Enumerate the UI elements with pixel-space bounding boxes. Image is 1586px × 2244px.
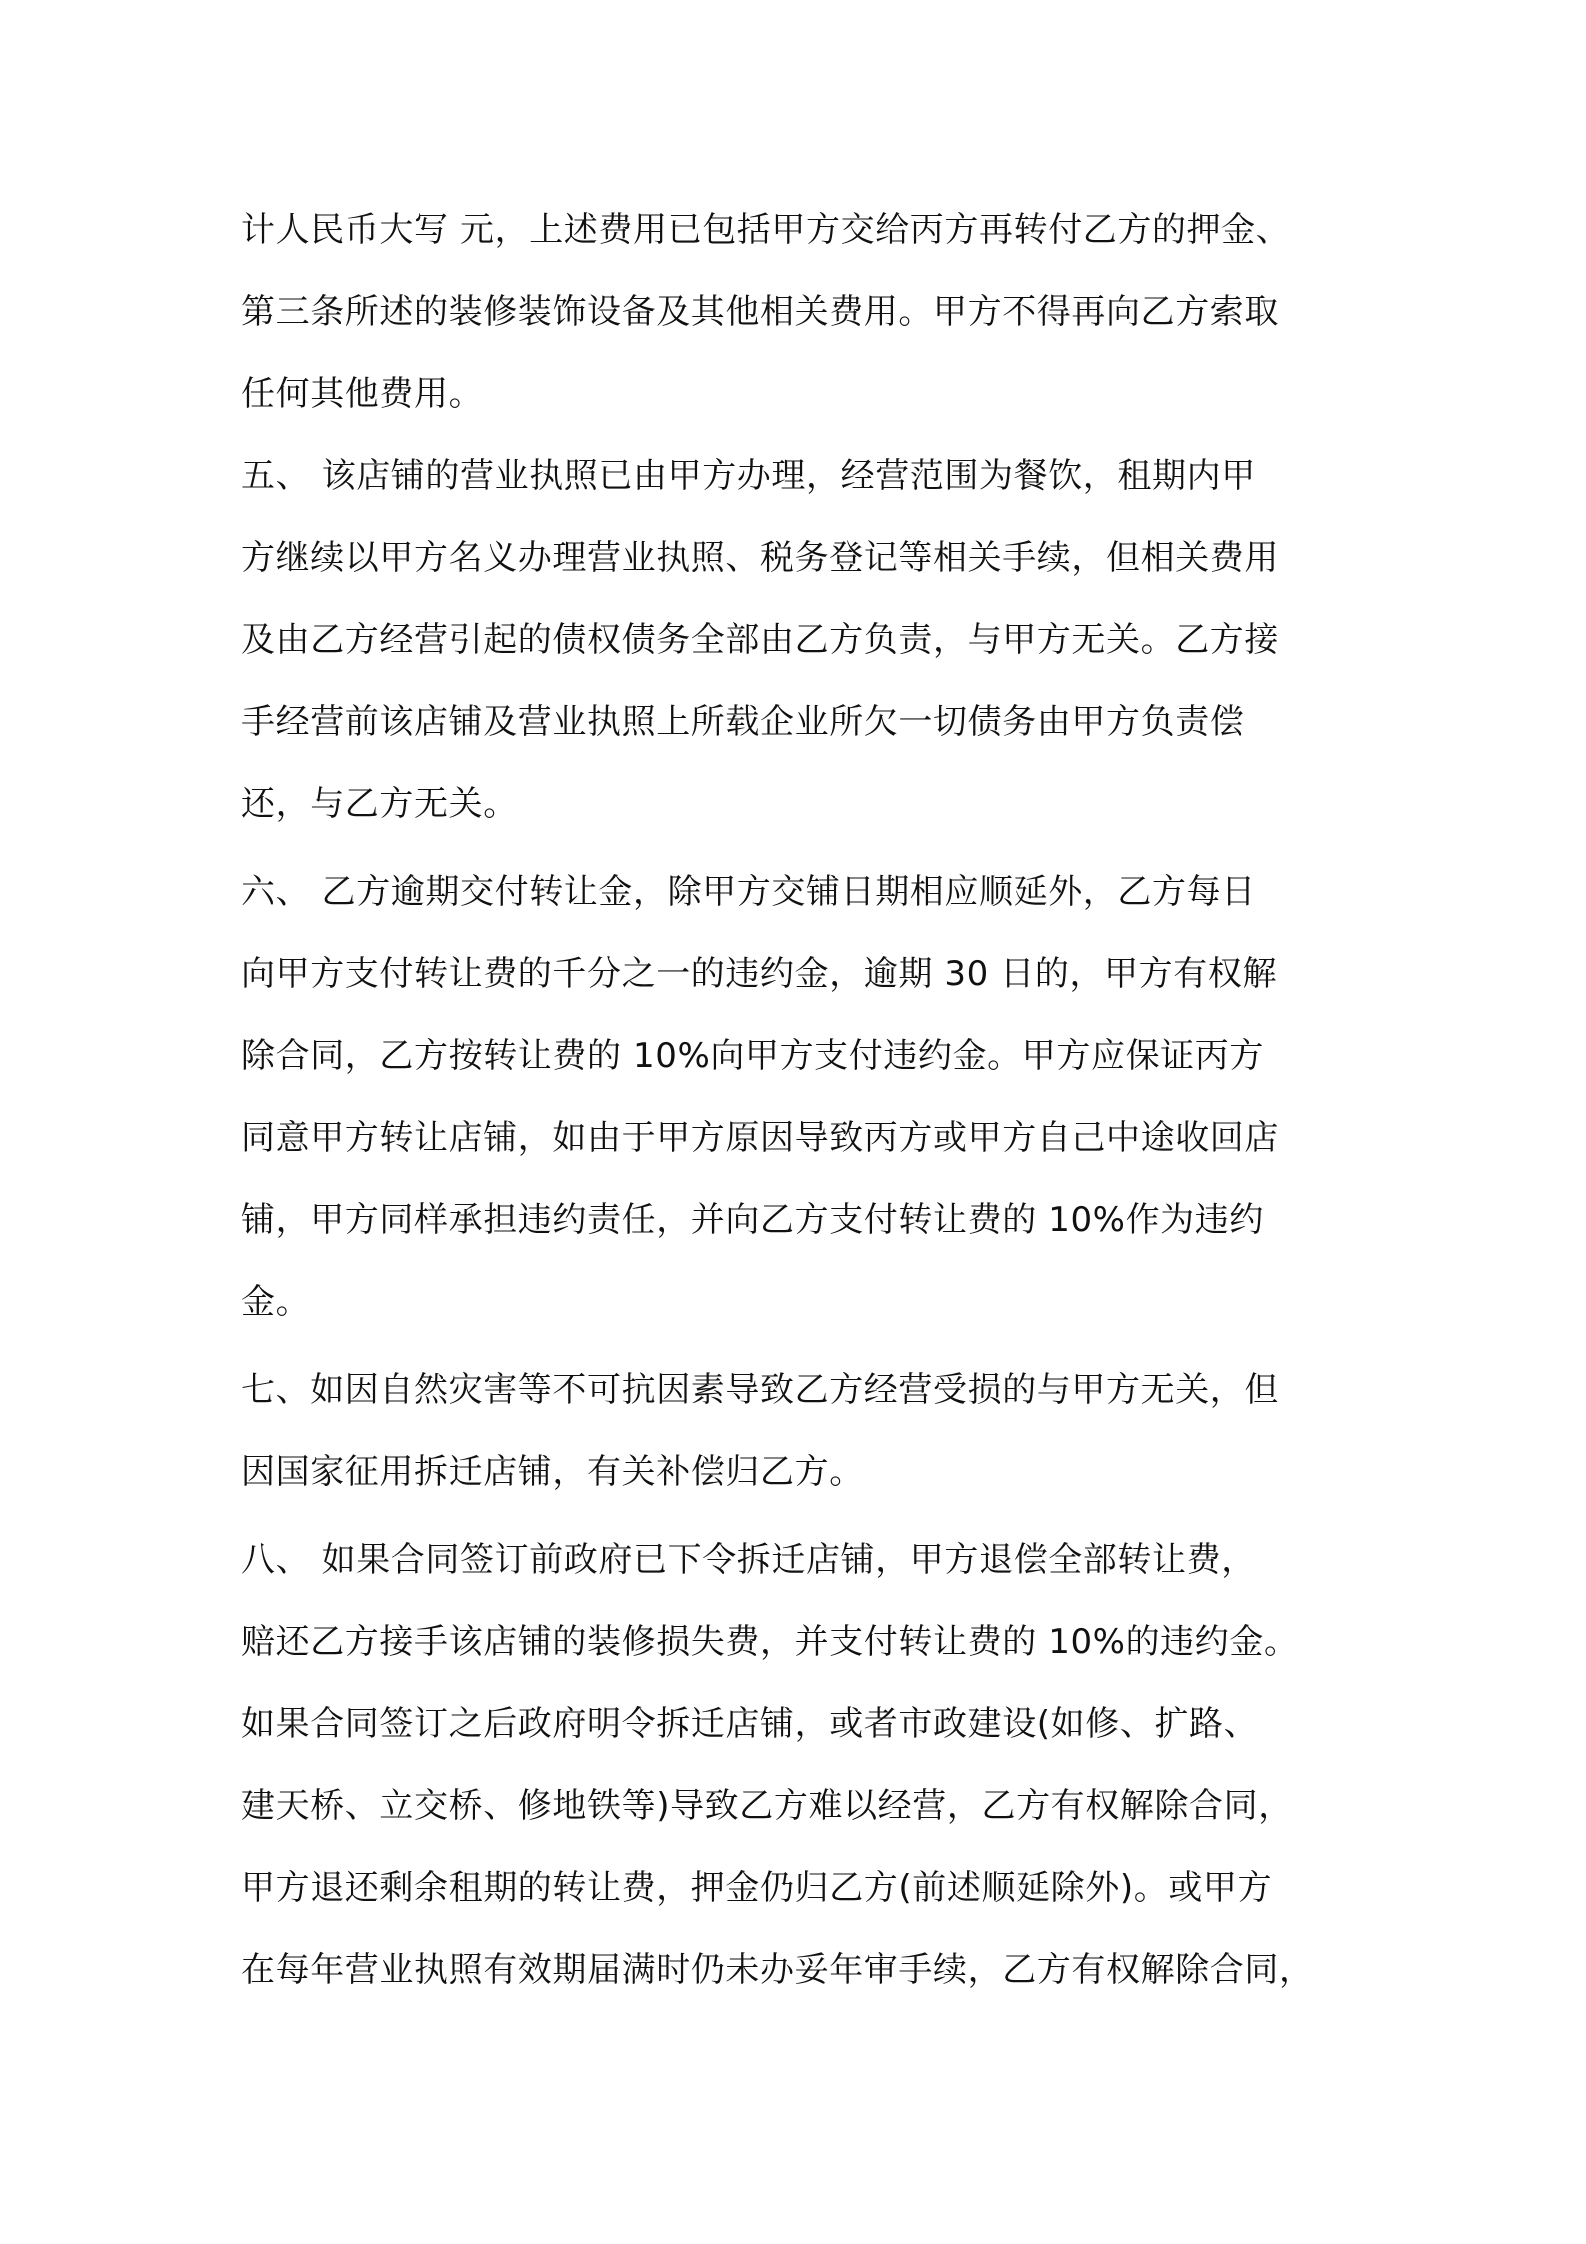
text-line-10: 向甲方支付转让费的千分之一的违约金，逾期 30 日的，甲方有权解	[241, 954, 1278, 994]
text-line-4: 五、 该店铺的营业执照已由甲方办理，经营范围为餐饮，租期内甲	[241, 456, 1256, 496]
text-line-22: 在每年营业执照有效期届满时仍未办妥年审手续，乙方有权解除合同，	[241, 1950, 1314, 1990]
text-line-8: 还，与乙方无关。	[241, 784, 518, 824]
text-line-17: 八、 如果合同签订前政府已下令拆迁店铺，甲方退偿全部转让费，	[241, 1540, 1256, 1580]
text-line-9: 六、 乙方逾期交付转让金，除甲方交铺日期相应顺延外，乙方每日	[241, 872, 1256, 912]
text-line-1: 计人民币大写 元，上述费用已包括甲方交给丙方再转付乙方的押金、	[241, 210, 1291, 250]
text-line-14: 金。	[241, 1282, 311, 1322]
text-line-15: 七、如因自然灾害等不可抗因素导致乙方经营受损的与甲方无关，但	[241, 1370, 1279, 1410]
text-line-13: 铺，甲方同样承担违约责任，并向乙方支付转让费的 10%作为违约	[241, 1200, 1264, 1240]
text-line-11: 除合同，乙方按转让费的 10%向甲方支付违约金。甲方应保证丙方	[241, 1036, 1264, 1076]
text-line-3: 任何其他费用。	[241, 374, 484, 414]
text-line-20: 建天桥、立交桥、修地铁等)导致乙方难以经营，乙方有权解除合同，	[241, 1786, 1293, 1826]
text-line-16: 因国家征用拆迁店铺，有关补偿归乙方。	[241, 1452, 864, 1492]
text-line-18: 赔还乙方接手该店铺的装修损失费，并支付转让费的 10%的违约金。	[241, 1622, 1299, 1662]
text-line-21: 甲方退还剩余租期的转让费，押金仍归乙方(前述顺延除外)。或甲方	[241, 1868, 1273, 1908]
text-line-12: 同意甲方转让店铺，如由于甲方原因导致丙方或甲方自己中途收回店	[241, 1118, 1279, 1158]
text-line-6: 及由乙方经营引起的债权债务全部由乙方负责，与甲方无关。乙方接	[241, 620, 1279, 660]
text-line-2: 第三条所述的装修装饰设备及其他相关费用。甲方不得再向乙方索取	[241, 292, 1279, 332]
text-line-19: 如果合同签订之后政府明令拆迁店铺，或者市政建设(如修、扩路、	[241, 1704, 1259, 1744]
text-line-5: 方继续以甲方名义办理营业执照、税务登记等相关手续，但相关费用	[241, 538, 1279, 578]
text-line-7: 手经营前该店铺及营业执照上所载企业所欠一切债务由甲方负责偿	[241, 702, 1245, 742]
